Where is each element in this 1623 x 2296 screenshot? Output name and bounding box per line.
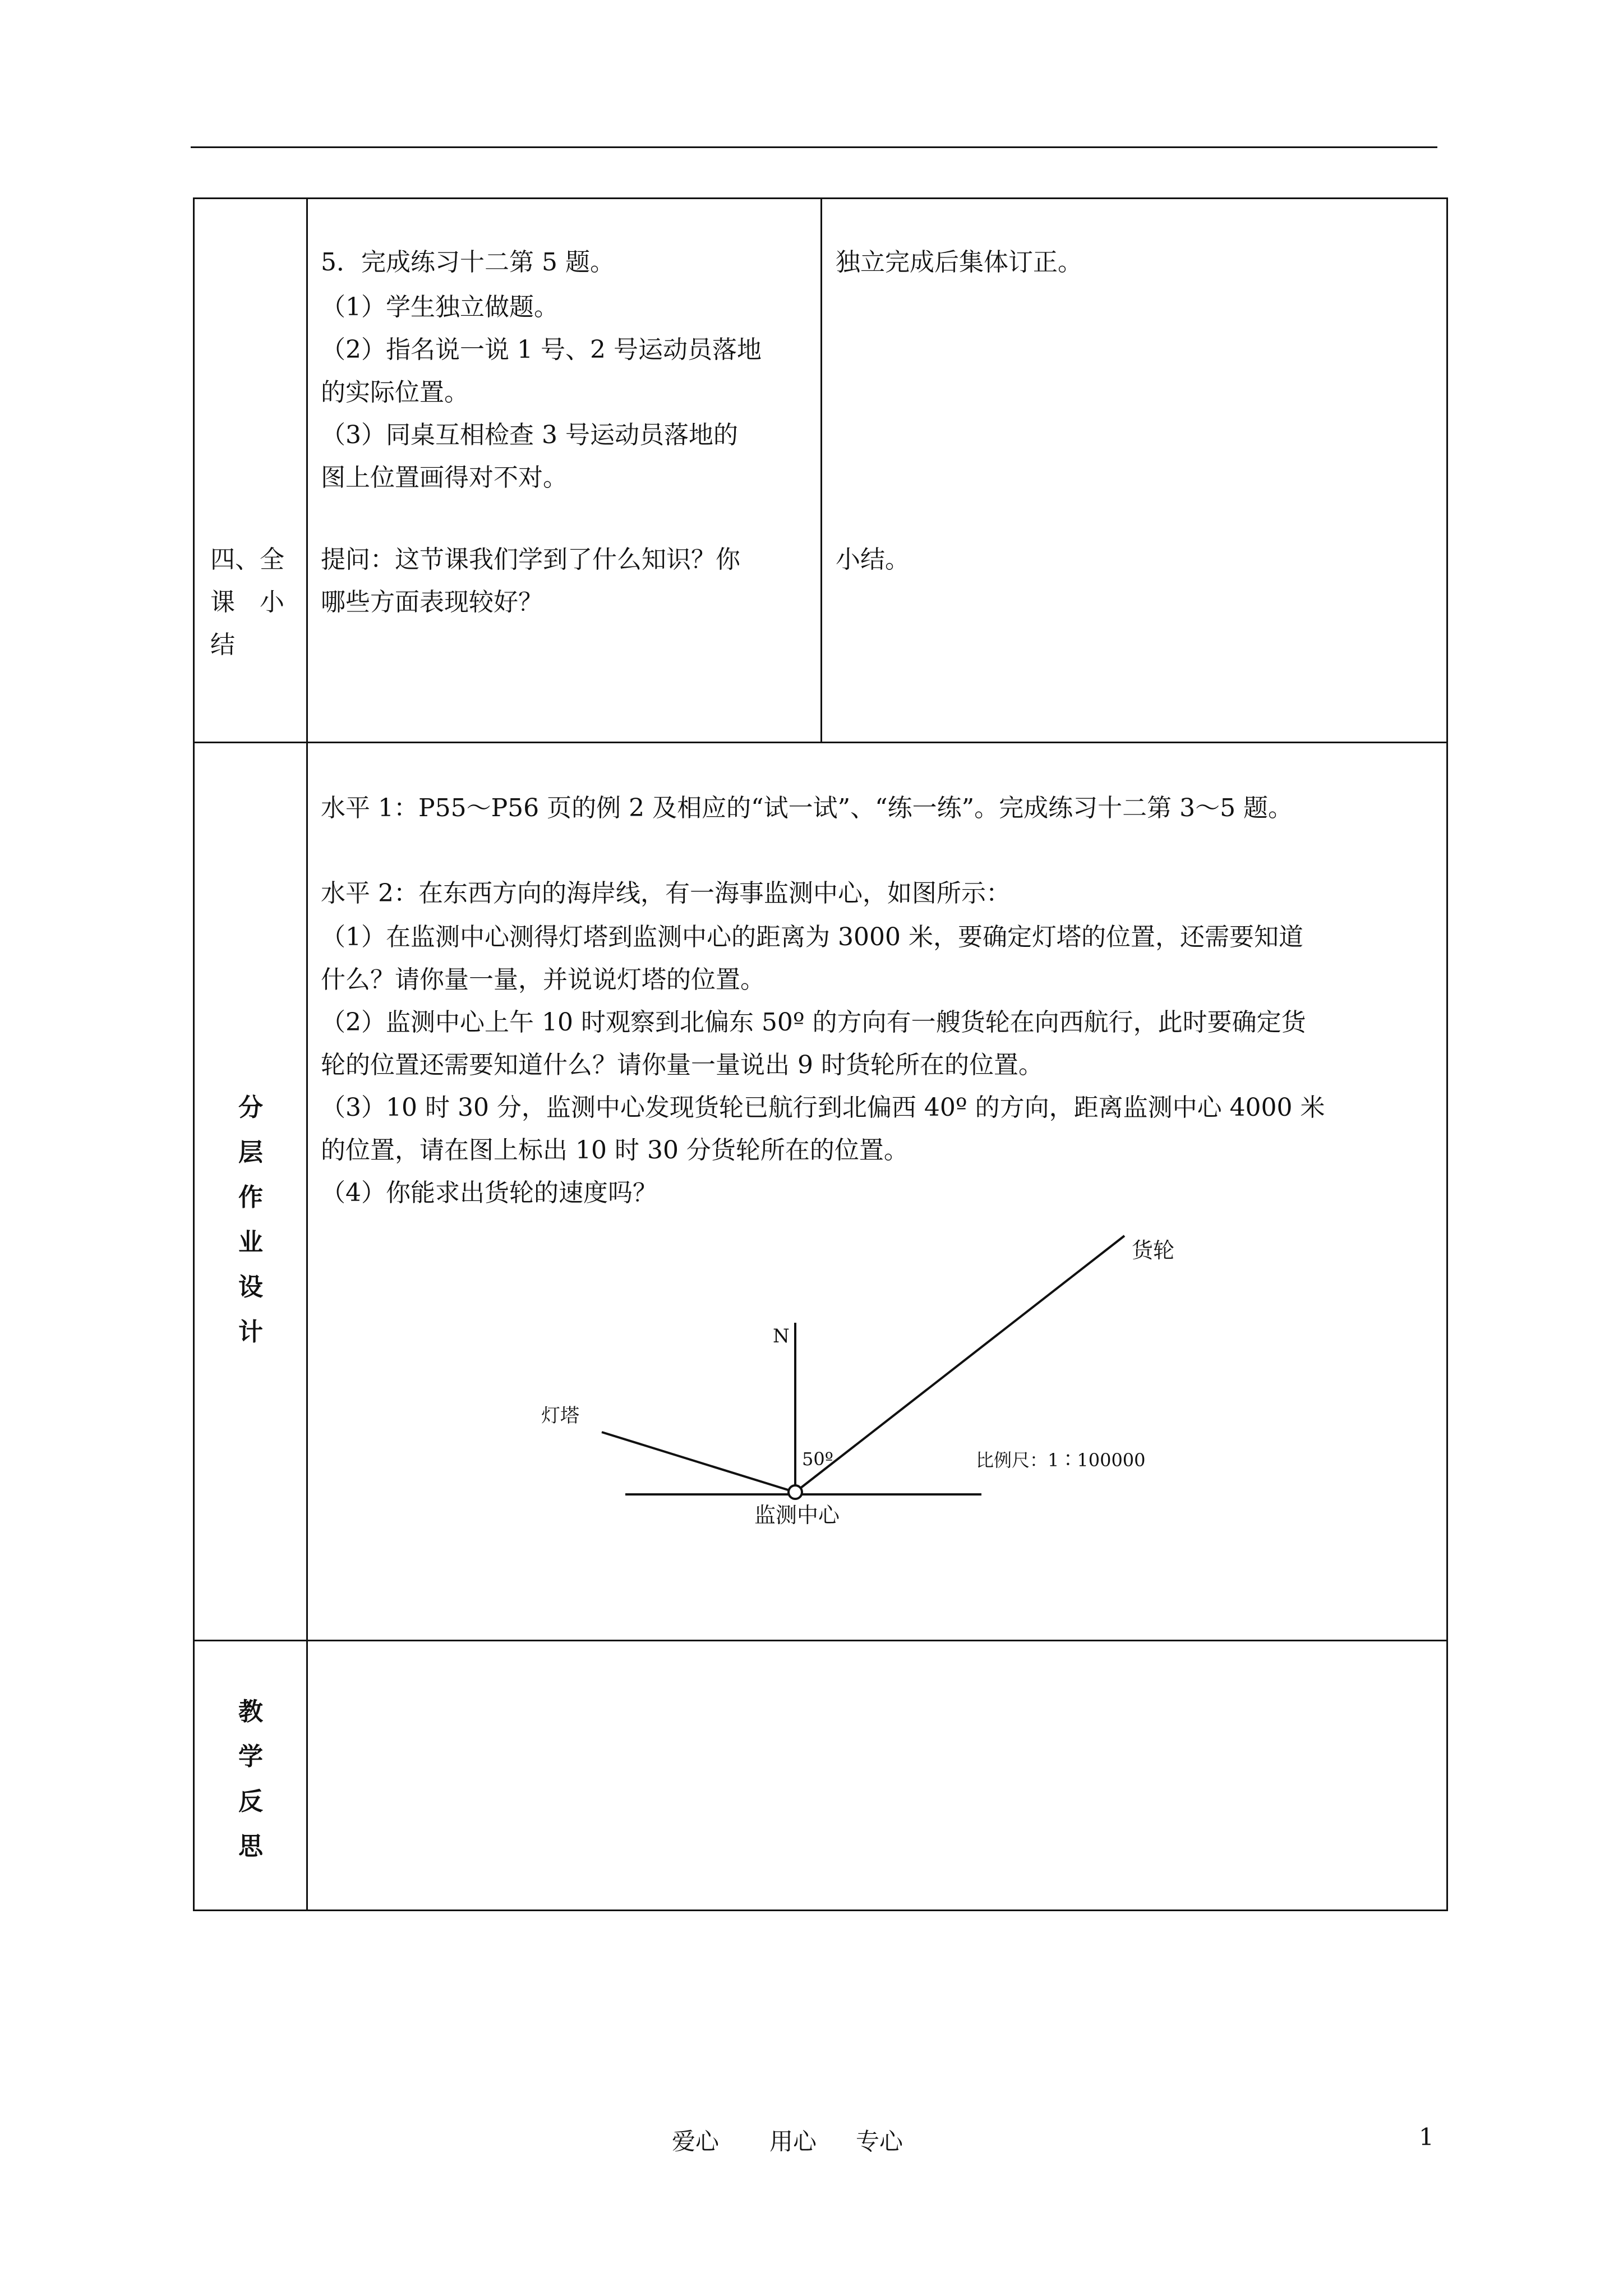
task-line: 的实际位置。 [321,378,469,407]
task-line: （1）学生独立做题。 [321,293,559,321]
level2-line: （4）你能求出货轮的速度吗？ [321,1179,657,1207]
north-label: N [773,1325,790,1347]
angle-label: 50º [802,1448,833,1470]
task-line: 图上位置画得对不对。 [321,463,568,492]
page-number: 1 [1419,2123,1434,2151]
summary-label-line: 结 [210,631,235,659]
task-line: （3）同桌互相检查 3 号运动员落地的 [321,421,738,449]
level2-line: 水平 2：在东西方向的海岸线，有一海事监测中心，如图所示： [321,879,1011,908]
ship-label: 货轮 [1132,1238,1175,1263]
reflection-content-cell [306,1640,1448,1911]
level1-text: 水平 1：P55～P56 页的例 2 及相应的“试一试”、“练一练”。完成练习十二第 3～5 题。 [321,794,1293,822]
reflection-label: 教 学 反 思 [238,1697,263,1861]
level2-line: 的位置，请在图上标出 10 时 30 分货轮所在的位置。 [321,1136,909,1165]
monitoring-center-point [789,1485,802,1499]
summary-label-line: 课 小 [210,588,284,616]
question-line: 哪些方面表现较好？ [321,588,543,616]
level2-line: （2）监测中心上午 10 时观察到北偏东 50º 的方向有一艘货轮在向西航行，此时要确定货 [321,1008,1306,1037]
right-note: 小结。 [836,545,910,574]
task-line: （2）指名说一说 1 号、2 号运动员落地 [321,335,762,364]
level2-line: 什么？请你量一量，并说说灯塔的位置。 [321,965,765,994]
question-line: 提问：这节课我们学到了什么知识？你 [321,545,740,574]
right-note: 独立完成后集体订正。 [836,248,1082,277]
footer-motto: 用心 [769,2128,817,2155]
task-line: 5．完成练习十二第 5 题。 [321,248,615,277]
lighthouse-label: 灯塔 [541,1405,579,1427]
level2-line: （1）在监测中心测得灯塔到监测中心的距离为 3000 米，要确定灯塔的位置，还需要知道 [321,923,1303,951]
scale-label: 比例尺：1∶100000 [976,1450,1146,1471]
lighthouse-line [602,1432,795,1492]
level2-line: （3）10 时 30 分，监测中心发现货轮已航行到北偏西 40º 的方向，距离监测中心 4000 米 [321,1093,1325,1122]
footer-motto: 专心 [856,2128,903,2155]
level2-line: 轮的位置还需要知道什么？请你量一量说出 9 时货轮所在的位置。 [321,1051,1043,1079]
center-label: 监测中心 [754,1503,840,1527]
footer-motto: 爱心 [672,2128,720,2155]
homework-label: 分 层 作 业 设 计 [238,1093,263,1346]
summary-label-line: 四、全 [210,545,284,574]
